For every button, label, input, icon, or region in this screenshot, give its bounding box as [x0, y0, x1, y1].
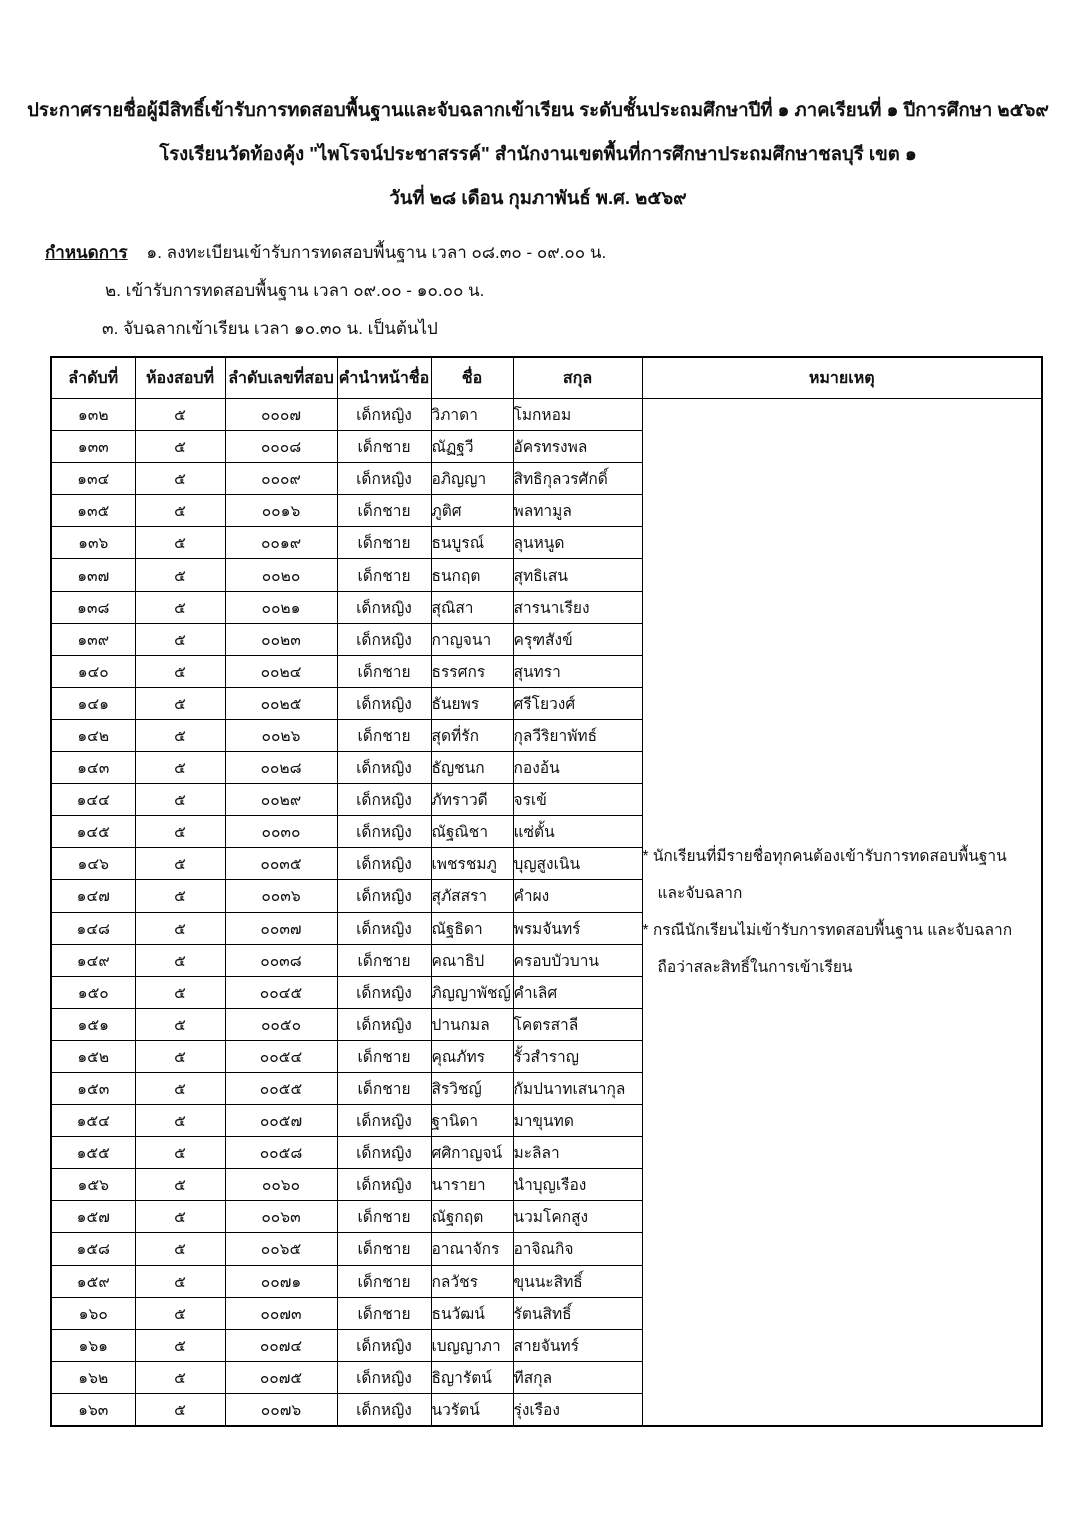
cell-exam-number: ๐๐๗๓ — [225, 1297, 337, 1329]
cell-order-number: ๑๓๗ — [51, 559, 135, 591]
remark-line: และจับฉลาก — [657, 885, 743, 902]
cell-last-name: จรเข้ — [513, 784, 642, 816]
cell-last-name: ขุนนะสิทธิ์ — [513, 1265, 642, 1297]
cell-order-number: ๑๖๐ — [51, 1297, 135, 1329]
student-roster-table — [50, 356, 1043, 1427]
cell-first-name: นวรัตน์ — [431, 1393, 513, 1426]
cell-name-prefix: เด็กหญิง — [337, 463, 431, 495]
cell-name-prefix: เด็กชาย — [337, 1040, 431, 1072]
cell-exam-number: ๐๐๐๘ — [225, 431, 337, 463]
cell-name-prefix: เด็กชาย — [337, 527, 431, 559]
cell-order-number: ๑๔๒ — [51, 719, 135, 751]
cell-last-name: โคตรสาลี — [513, 1008, 642, 1040]
cell-first-name: อภิญญา — [431, 463, 513, 495]
cell-exam-room: ๕ — [135, 848, 225, 880]
document-date: วันที่ ๒๘ เดือน กุมภาพันธ์ พ.ศ. ๒๕๖๙ — [389, 187, 687, 208]
cell-first-name: ธัญชนก — [431, 752, 513, 784]
cell-first-name: สิรวิชญ์ — [431, 1072, 513, 1104]
cell-name-prefix: เด็กชาย — [337, 1265, 431, 1297]
cell-exam-number: ๐๐๕๗ — [225, 1105, 337, 1137]
cell-last-name: มาขุนทด — [513, 1105, 642, 1137]
cell-exam-room: ๕ — [135, 1040, 225, 1072]
cell-exam-room: ๕ — [135, 655, 225, 687]
cell-first-name: ปานกมล — [431, 1008, 513, 1040]
cell-exam-room: ๕ — [135, 559, 225, 591]
cell-order-number: ๑๓๙ — [51, 623, 135, 655]
cell-first-name: กลวัชร — [431, 1265, 513, 1297]
cell-name-prefix: เด็กหญิง — [337, 1008, 431, 1040]
cell-first-name: ศศิกาญจน์ — [431, 1137, 513, 1169]
cell-order-number: ๑๔๐ — [51, 655, 135, 687]
cell-order-number: ๑๓๘ — [51, 591, 135, 623]
cell-exam-number: ๐๐๒๙ — [225, 784, 337, 816]
cell-exam-room: ๕ — [135, 527, 225, 559]
header-last-name: สกุล — [513, 357, 642, 399]
cell-last-name: ลุนหนูด — [513, 527, 642, 559]
cell-last-name: นวมโคกสูง — [513, 1201, 642, 1233]
cell-first-name: ธนกฤต — [431, 559, 513, 591]
cell-first-name: ธนวัฒน์ — [431, 1297, 513, 1329]
cell-exam-room: ๕ — [135, 687, 225, 719]
cell-last-name: พลทามูล — [513, 495, 642, 527]
cell-exam-room: ๕ — [135, 591, 225, 623]
cell-last-name: ทีสกุล — [513, 1361, 642, 1393]
cell-last-name: สารนาเรียง — [513, 591, 642, 623]
cell-first-name: ณัฏฐวี — [431, 431, 513, 463]
cell-exam-number: ๐๐๔๕ — [225, 976, 337, 1008]
cell-exam-number: ๐๐๖๐ — [225, 1169, 337, 1201]
cell-name-prefix: เด็กหญิง — [337, 1137, 431, 1169]
cell-order-number: ๑๓๒ — [51, 399, 135, 431]
cell-exam-room: ๕ — [135, 719, 225, 751]
cell-order-number: ๑๔๘ — [51, 912, 135, 944]
cell-order-number: ๑๔๕ — [51, 816, 135, 848]
cell-name-prefix: เด็กหญิง — [337, 784, 431, 816]
cell-exam-number: ๐๐๕๔ — [225, 1040, 337, 1072]
schedule-item-1: ๑. ลงทะเบียนเข้ารับการทดสอบพื้นฐาน เวลา ๐๘.๓๐ - ๐๙.๐๐ น. — [146, 243, 607, 262]
cell-last-name: กัมปนาทเสนากุล — [513, 1072, 642, 1104]
cell-first-name: ธิญารัตน์ — [431, 1361, 513, 1393]
cell-first-name: ธนบูรณ์ — [431, 527, 513, 559]
cell-exam-number: ๐๐๗๕ — [225, 1361, 337, 1393]
cell-exam-room: ๕ — [135, 912, 225, 944]
cell-last-name: บุญสูงเนิน — [513, 848, 642, 880]
cell-last-name: รุ่งเรือง — [513, 1393, 642, 1426]
cell-name-prefix: เด็กชาย — [337, 655, 431, 687]
cell-exam-room: ๕ — [135, 816, 225, 848]
cell-order-number: ๑๖๓ — [51, 1393, 135, 1426]
cell-exam-room: ๕ — [135, 1233, 225, 1265]
cell-first-name: ธันยพร — [431, 687, 513, 719]
table-row — [51, 399, 1042, 431]
cell-first-name: อาณาจักร — [431, 1233, 513, 1265]
cell-exam-number: ๐๐๓๐ — [225, 816, 337, 848]
cell-exam-room: ๕ — [135, 495, 225, 527]
cell-exam-room: ๕ — [135, 623, 225, 655]
cell-last-name: สายจันทร์ — [513, 1329, 642, 1361]
header-remarks: หมายเหตุ — [642, 357, 1042, 399]
header-exam-number: ลำดับเลขที่สอบ — [225, 357, 337, 399]
cell-exam-room: ๕ — [135, 1265, 225, 1297]
cell-name-prefix: เด็กชาย — [337, 559, 431, 591]
cell-first-name: สุภัสสรา — [431, 880, 513, 912]
cell-exam-number: ๐๐๒๖ — [225, 719, 337, 751]
cell-exam-number: ๐๐๕๘ — [225, 1137, 337, 1169]
cell-first-name: ณัฐธิดา — [431, 912, 513, 944]
header-order-number: ลำดับที่ — [51, 357, 135, 399]
cell-first-name: ภิญญาพัชญ์ — [431, 976, 513, 1008]
cell-first-name: กาญจนา — [431, 623, 513, 655]
cell-first-name: ณัฐกฤต — [431, 1201, 513, 1233]
cell-name-prefix: เด็กชาย — [337, 719, 431, 751]
cell-order-number: ๑๕๕ — [51, 1137, 135, 1169]
cell-exam-number: ๐๐๐๙ — [225, 463, 337, 495]
cell-first-name: สุณิสา — [431, 591, 513, 623]
cell-exam-room: ๕ — [135, 431, 225, 463]
cell-exam-room: ๕ — [135, 1008, 225, 1040]
cell-exam-number: ๐๐๒๘ — [225, 752, 337, 784]
cell-order-number: ๑๕๖ — [51, 1169, 135, 1201]
school-name: โรงเรียนวัดท้องคุ้ง "ไพโรจน์ประชาสรรค์" สำนักงานเขตพื้นที่การศึกษาประถมศึกษาชลบุรี เขต ๑ — [159, 143, 917, 164]
cell-order-number: ๑๓๓ — [51, 431, 135, 463]
cell-name-prefix: เด็กชาย — [337, 1201, 431, 1233]
cell-order-number: ๑๕๘ — [51, 1233, 135, 1265]
cell-exam-room: ๕ — [135, 1072, 225, 1104]
cell-first-name: คุณภัทร — [431, 1040, 513, 1072]
cell-name-prefix: เด็กชาย — [337, 1072, 431, 1104]
cell-last-name: กองอ้น — [513, 752, 642, 784]
cell-order-number: ๑๓๕ — [51, 495, 135, 527]
cell-last-name: กุลวีริยาพัทธ์ — [513, 719, 642, 751]
cell-order-number: ๑๔๑ — [51, 687, 135, 719]
cell-name-prefix: เด็กหญิง — [337, 1329, 431, 1361]
cell-last-name: สุทธิเสน — [513, 559, 642, 591]
remark-line: * กรณีนักเรียนไม่เข้ารับการทดสอบพื้นฐาน และจับฉลาก — [642, 922, 1013, 939]
cell-name-prefix: เด็กหญิง — [337, 1361, 431, 1393]
cell-order-number: ๑๔๙ — [51, 944, 135, 976]
schedule-section — [45, 234, 1076, 348]
cell-exam-room: ๕ — [135, 399, 225, 431]
cell-order-number: ๑๖๒ — [51, 1361, 135, 1393]
cell-order-number: ๑๕๒ — [51, 1040, 135, 1072]
cell-exam-number: ๐๐๓๘ — [225, 944, 337, 976]
cell-last-name: สุนทรา — [513, 655, 642, 687]
cell-exam-room: ๕ — [135, 1105, 225, 1137]
cell-order-number: ๑๔๗ — [51, 880, 135, 912]
cell-exam-room: ๕ — [135, 1297, 225, 1329]
cell-last-name: แซ่ตั้น — [513, 816, 642, 848]
cell-exam-number: ๐๐๗๑ — [225, 1265, 337, 1297]
cell-exam-number: ๐๐๗๖ — [225, 1393, 337, 1426]
cell-exam-room: ๕ — [135, 1329, 225, 1361]
cell-first-name: คณาธิป — [431, 944, 513, 976]
cell-name-prefix: เด็กชาย — [337, 944, 431, 976]
cell-exam-number: ๐๐๒๓ — [225, 623, 337, 655]
cell-exam-number: ๐๐๒๐ — [225, 559, 337, 591]
cell-order-number: ๑๕๔ — [51, 1105, 135, 1137]
cell-order-number: ๑๓๔ — [51, 463, 135, 495]
cell-exam-room: ๕ — [135, 752, 225, 784]
cell-order-number: ๑๕๓ — [51, 1072, 135, 1104]
cell-first-name: ณัฐณิชา — [431, 816, 513, 848]
cell-exam-number: ๐๐๗๔ — [225, 1329, 337, 1361]
cell-name-prefix: เด็กหญิง — [337, 623, 431, 655]
cell-last-name: พรมจันทร์ — [513, 912, 642, 944]
cell-name-prefix: เด็กหญิง — [337, 912, 431, 944]
cell-last-name: สิทธิกุลวรศักดิ์ — [513, 463, 642, 495]
cell-name-prefix: เด็กหญิง — [337, 816, 431, 848]
cell-exam-room: ๕ — [135, 1137, 225, 1169]
cell-first-name: เพชรชมภู — [431, 848, 513, 880]
cell-exam-room: ๕ — [135, 1201, 225, 1233]
cell-order-number: ๑๖๑ — [51, 1329, 135, 1361]
remark-line: ถือว่าสละสิทธิ์ในการเข้าเรียน — [657, 959, 853, 976]
cell-last-name: ศรีโยวงศ์ — [513, 687, 642, 719]
cell-first-name: ธรรศกร — [431, 655, 513, 687]
cell-exam-number: ๐๐๓๕ — [225, 848, 337, 880]
table-header-row — [51, 357, 1042, 399]
cell-name-prefix: เด็กหญิง — [337, 1393, 431, 1426]
cell-name-prefix: เด็กหญิง — [337, 1169, 431, 1201]
document-title: ประกาศรายชื่อผู้มีสิทธิ์เข้ารับการทดสอบพื้นฐานและจับฉลากเข้าเรียน ระดับชั้นประถมศึกษาปีที่ ๑ ภาคเรียนที่ ๑ ปีการศึกษา ๒๕๖๙ — [27, 99, 1049, 120]
cell-name-prefix: เด็กหญิง — [337, 591, 431, 623]
cell-order-number: ๑๓๖ — [51, 527, 135, 559]
cell-last-name: มะลิลา — [513, 1137, 642, 1169]
remark-line: * นักเรียนที่มีรายชื่อทุกคนต้องเข้ารับการทดสอบพื้นฐาน — [642, 848, 1007, 865]
cell-exam-number: ๐๐๕๐ — [225, 1008, 337, 1040]
cell-exam-number: ๐๐๓๗ — [225, 912, 337, 944]
cell-last-name: โมกหอม — [513, 399, 642, 431]
cell-first-name: ภูติศ — [431, 495, 513, 527]
cell-exam-number: ๐๐๒๑ — [225, 591, 337, 623]
cell-last-name: ครอบบัวบาน — [513, 944, 642, 976]
header-name-prefix: คำนำหน้าชื่อ — [337, 357, 431, 399]
cell-first-name: ภัทราวดี — [431, 784, 513, 816]
cell-last-name: รั้วสำราญ — [513, 1040, 642, 1072]
cell-last-name: อัครทรงพล — [513, 431, 642, 463]
cell-exam-number: ๐๐๒๕ — [225, 687, 337, 719]
cell-first-name: วิภาดา — [431, 399, 513, 431]
cell-name-prefix: เด็กชาย — [337, 1297, 431, 1329]
cell-name-prefix: เด็กชาย — [337, 495, 431, 527]
cell-exam-room: ๕ — [135, 976, 225, 1008]
cell-exam-number: ๐๐๑๙ — [225, 527, 337, 559]
cell-exam-number: ๐๐๑๖ — [225, 495, 337, 527]
cell-order-number: ๑๕๐ — [51, 976, 135, 1008]
cell-name-prefix: เด็กหญิง — [337, 399, 431, 431]
cell-last-name: รัตนสิทธิ์ — [513, 1297, 642, 1329]
schedule-label: กำหนดการ — [45, 243, 128, 262]
cell-exam-room: ๕ — [135, 1361, 225, 1393]
cell-first-name: นารายา — [431, 1169, 513, 1201]
cell-last-name: อาจิณกิจ — [513, 1233, 642, 1265]
cell-order-number: ๑๔๓ — [51, 752, 135, 784]
cell-order-number: ๑๕๑ — [51, 1008, 135, 1040]
cell-exam-room: ๕ — [135, 463, 225, 495]
cell-exam-number: ๐๐๖๕ — [225, 1233, 337, 1265]
cell-order-number: ๑๕๙ — [51, 1265, 135, 1297]
cell-name-prefix: เด็กหญิง — [337, 752, 431, 784]
header-exam-room: ห้องสอบที่ — [135, 357, 225, 399]
cell-exam-number: ๐๐๕๕ — [225, 1072, 337, 1104]
cell-exam-number: ๐๐๒๔ — [225, 655, 337, 687]
cell-last-name: คำผง — [513, 880, 642, 912]
schedule-item-2: ๒. เข้ารับการทดสอบพื้นฐาน เวลา ๐๙.๐๐ - ๑๐.๐๐ น. — [105, 281, 485, 300]
cell-last-name: ครุฑสังข์ — [513, 623, 642, 655]
cell-last-name: คำเลิศ — [513, 976, 642, 1008]
student-table-body — [51, 399, 1042, 1427]
cell-exam-room: ๕ — [135, 944, 225, 976]
schedule-line-1 — [45, 234, 1076, 272]
cell-first-name: เบญญาภา — [431, 1329, 513, 1361]
cell-order-number: ๑๕๗ — [51, 1201, 135, 1233]
cell-name-prefix: เด็กหญิง — [337, 880, 431, 912]
document-header — [0, 0, 1076, 220]
cell-order-number: ๑๔๔ — [51, 784, 135, 816]
cell-first-name: ฐานิดา — [431, 1105, 513, 1137]
cell-exam-room: ๕ — [135, 880, 225, 912]
cell-name-prefix: เด็กชาย — [337, 1233, 431, 1265]
cell-exam-number: ๐๐๖๓ — [225, 1201, 337, 1233]
cell-order-number: ๑๔๖ — [51, 848, 135, 880]
cell-last-name: นำบุญเรือง — [513, 1169, 642, 1201]
remarks-cell — [642, 399, 1042, 1427]
schedule-item-3: ๓. จับฉลากเข้าเรียน เวลา ๑๐.๓๐ น. เป็นต้นไป — [102, 319, 438, 338]
cell-exam-room: ๕ — [135, 1393, 225, 1426]
cell-name-prefix: เด็กหญิง — [337, 1105, 431, 1137]
header-first-name: ชื่อ — [431, 357, 513, 399]
cell-exam-number: ๐๐๓๖ — [225, 880, 337, 912]
cell-first-name: สุดที่รัก — [431, 719, 513, 751]
cell-exam-number: ๐๐๐๗ — [225, 399, 337, 431]
cell-name-prefix: เด็กหญิง — [337, 687, 431, 719]
cell-exam-room: ๕ — [135, 784, 225, 816]
cell-name-prefix: เด็กชาย — [337, 431, 431, 463]
cell-name-prefix: เด็กหญิง — [337, 976, 431, 1008]
cell-name-prefix: เด็กหญิง — [337, 848, 431, 880]
cell-exam-room: ๕ — [135, 1169, 225, 1201]
